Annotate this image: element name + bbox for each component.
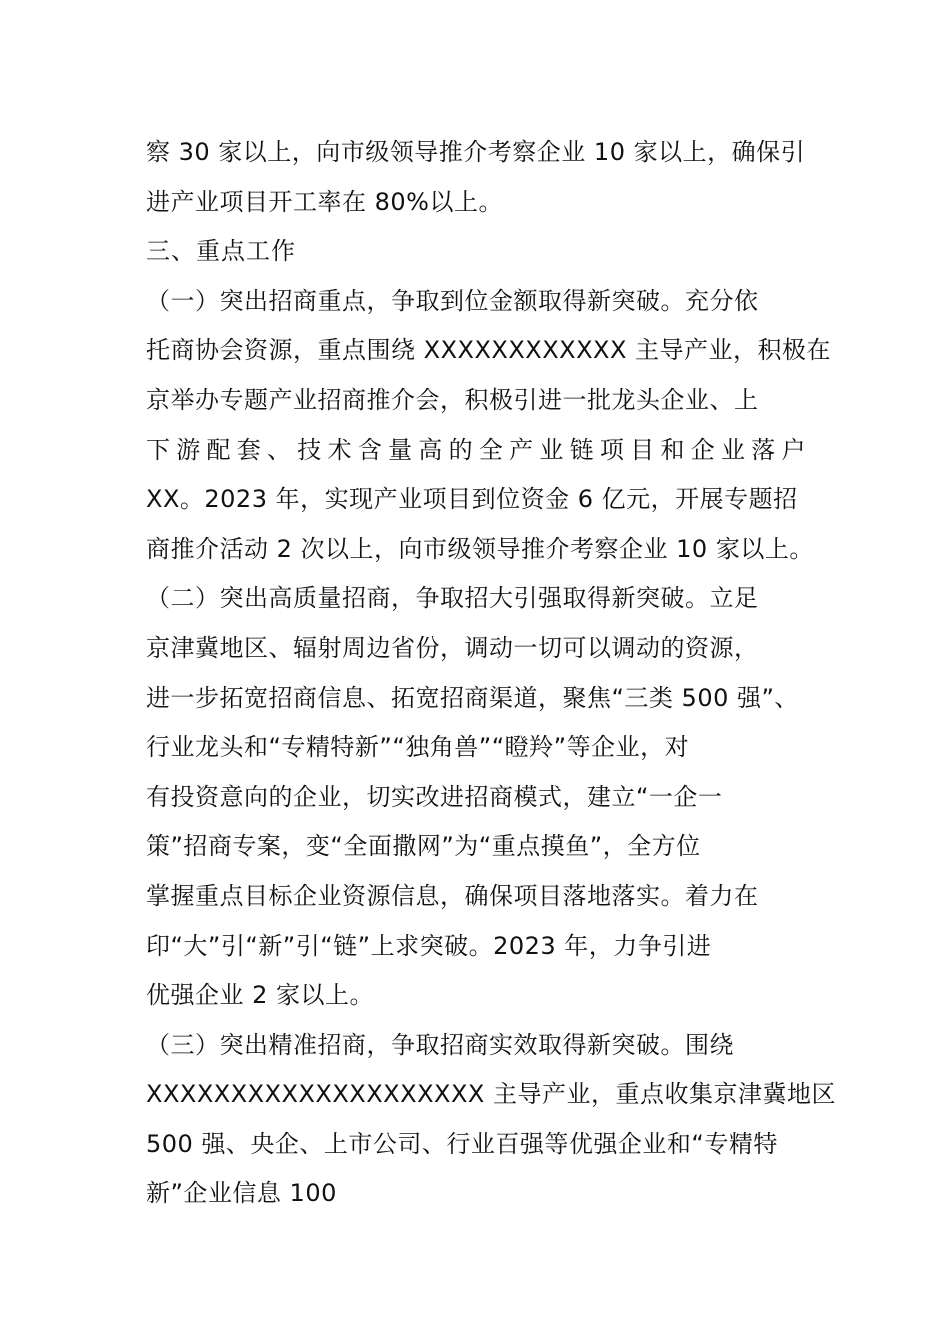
- body-line-16: 掌握重点目标企业资源信息，确保项目落地落实。着力在: [146, 881, 759, 910]
- body-line-18: 优强企业 2 家以上。: [146, 981, 375, 1010]
- body-line-21: 500 强、央企、上市公司、行业百强等优强企业和“专精特: [146, 1129, 778, 1158]
- body-line-12: 进一步拓宽招商信息、拓宽招商渠道，聚焦“三类 500 强”、: [146, 683, 799, 712]
- body-line-15: 策”招商专案，变“全面撒网”为“重点摸鱼”，全方位: [146, 832, 701, 861]
- body-line-4: （一）突出招商重点，争取到位金额取得新突破。充分依: [146, 286, 759, 315]
- body-line-17: 印“大”引“新”引“链”上求突破。2023 年，力争引进: [146, 931, 712, 960]
- body-line-20: XXXXXXXXXXXXXXXXXXXX 主导产业，重点收集京津冀地区: [146, 1080, 836, 1109]
- document-body: [146, 128, 836, 1219]
- body-line-14: 有投资意向的企业，切实改进招商模式，建立“一企一: [146, 782, 723, 811]
- body-line-7: 下游配套、技术含量高的全产业链项目和企业落户: [146, 435, 806, 464]
- body-line-9: 商推介活动 2 次以上，向市级领导推介考察企业 10 家以上。: [146, 534, 814, 563]
- body-line-11: 京津冀地区、辐射周边省份，调动一切可以调动的资源，: [146, 633, 759, 662]
- body-line-6: 京举办专题产业招商推介会，积极引进一批龙头企业、上: [146, 385, 759, 414]
- body-line-8: XX。2023 年，实现产业项目到位资金 6 亿元，开展专题招: [146, 485, 798, 514]
- body-line-13: 行业龙头和“专精特新”“独角兽”“瞪羚”等企业，对: [146, 733, 690, 762]
- body-line-10: （二）突出高质量招商，争取招大引强取得新突破。立足: [146, 584, 759, 613]
- body-line-19: （三）突出精准招商，争取招商实效取得新突破。围绕: [146, 1030, 734, 1059]
- body-line-1: 察 30 家以上，向市级领导推介考察企业 10 家以上，确保引: [146, 138, 806, 166]
- section-heading: 三、重点工作: [146, 237, 296, 266]
- body-line-22: 新”企业信息 100: [146, 1179, 337, 1208]
- body-line-5: 托商协会资源，重点围绕 XXXXXXXXXXXX 主导产业，积极在: [146, 336, 832, 365]
- body-line-2: 进产业项目开工率在 80%以上。: [146, 187, 503, 216]
